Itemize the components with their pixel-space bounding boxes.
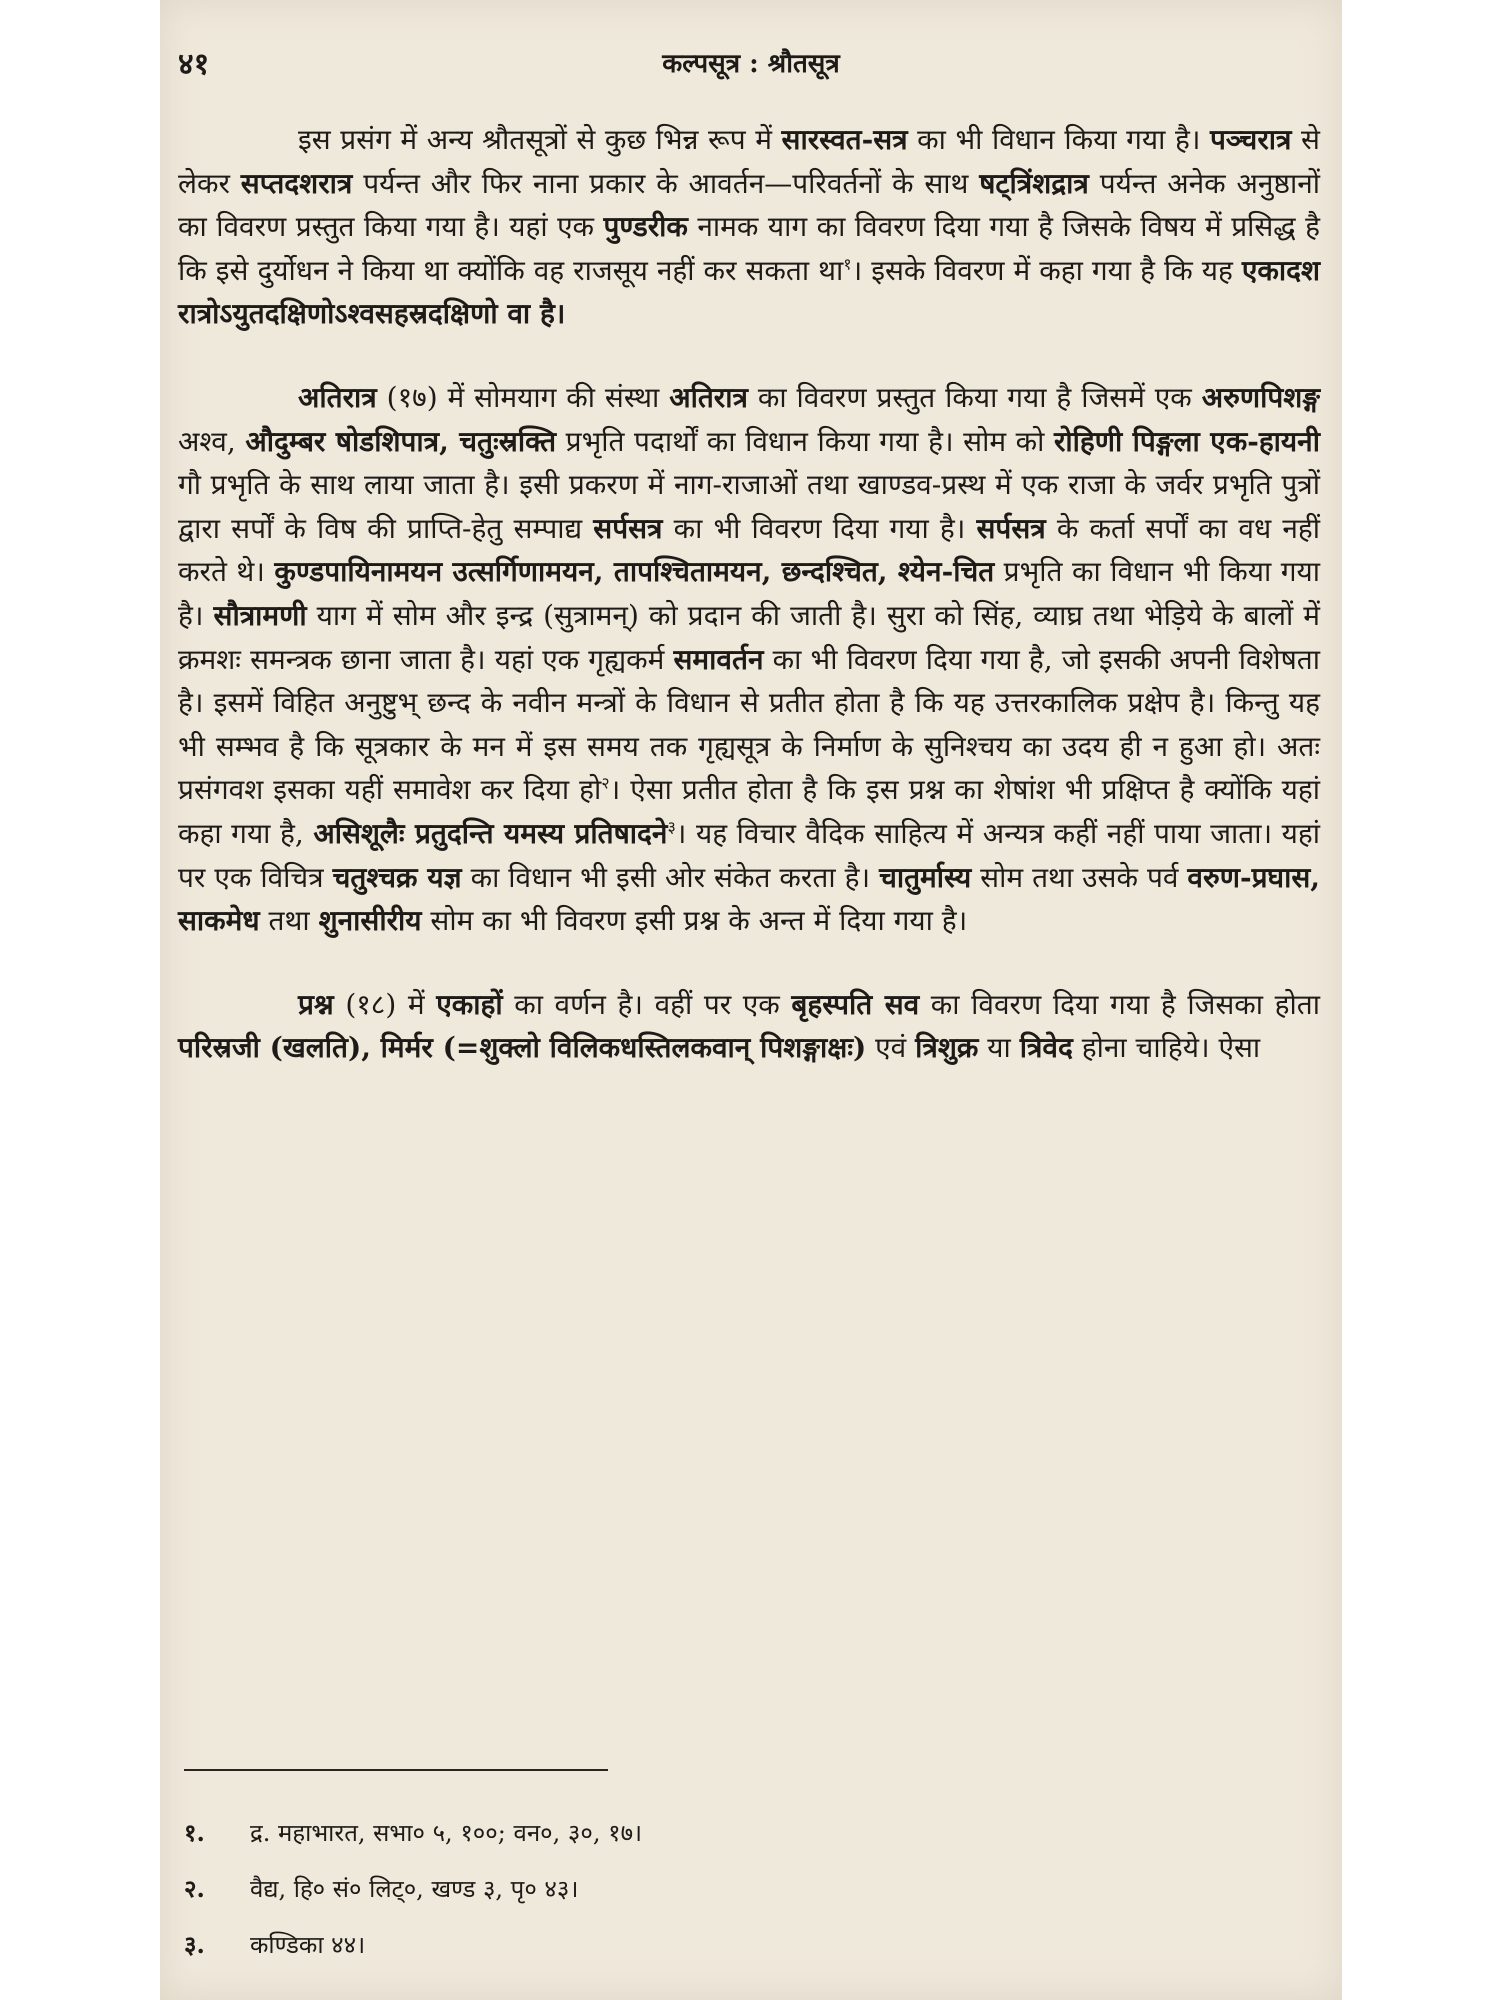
bold-term: औदुम्बर षोडशिपात्र, चतुःस्रक्ति [245, 424, 557, 458]
bold-term: षट्त्रिंशद्रात्र [979, 166, 1089, 200]
text-run: । यह विचार वैदिक साहित्य में अन्यत्र कहीं नहीं पाया जाता। यहां पर एक विचित्र [178, 816, 1320, 894]
paragraph [178, 983, 1320, 1070]
footnotes [184, 1805, 1312, 1973]
bold-term: वरुण-प्रघास, साकमेध [178, 860, 1320, 938]
bold-term: अतिरात्र [298, 380, 377, 414]
text-run: । इसके विवरण में कहा गया है कि यह [851, 253, 1242, 287]
text-run: प्रभृति पदार्थों का विधान किया गया है। सोम को [556, 424, 1054, 458]
text-run: तथा [259, 904, 319, 938]
bold-term: चतुश्चक्र यज्ञ [332, 860, 462, 894]
text-run: (१७) में सोमयाग की संस्था [376, 380, 670, 414]
bold-term: बृहस्पति सव [791, 987, 920, 1021]
text-run: के कर्ता सर्पों का वध नहीं करते थे। [178, 511, 1320, 589]
footnote-number: २. [184, 1874, 205, 1903]
bold-term: त्रिवेद [1019, 1031, 1073, 1065]
footnote-text: वैद्य, हि० सं० लिट्०, खण्ड ३, पृ० ४३। [250, 1875, 579, 1903]
bold-term: शुनासीरीय [318, 904, 422, 938]
bold-term: कुण्डपायिनामयन उत्सर्गिणामयन, तापश्चितामयन, छन्दश्चित, श्येन-चित [274, 555, 995, 589]
text-run: । ऐसा प्रतीत होता है कि इस प्रश्न का शेषांश भी प्रक्षिप्त है क्योंकि यहां कहा गया है, [178, 773, 1320, 850]
bold-term: रोहिणी पिङ्गला एक-हायनी [1053, 424, 1320, 458]
bold-term: प्रश्न [298, 987, 334, 1021]
text-run: का भी विधान किया गया है। [907, 123, 1211, 156]
text-run: का भी विवरण दिया गया है, जो इसकी अपनी विशेषता है। इसमें विहित अनुष्टुभ् छन्द के नवीन मन्त्रों के विधान से प्रतीत होता है कि यह उत्तरकालिक प्रक्षेप है। किन्तु यह भी सम्भव है कि सूत्रकार के मन में इस समय तक गृह्यसूत्र के निर्माण के सुनिश्चय का उदय ही न हुआ हो। अतः प्रसंगवश इसका यहीं समावेश कर दिया हो [178, 642, 1320, 807]
bold-term: सारस्वत-सत्र [781, 123, 908, 156]
footnote-number: ३. [184, 1930, 205, 1959]
text-run: नामक याग का विवरण दिया गया है जिसके विषय में प्रसिद्ध है कि इसे दुर्योधन ने किया था क्योंकि वह राजसूय नहीं कर सकता था [178, 210, 1320, 287]
scan-margin-left [0, 0, 160, 2000]
body-text [178, 118, 1320, 1070]
text-run: इस प्रसंग में अन्य श्रौतसूत्रों से कुछ भिन्न रूप में [298, 123, 782, 156]
text-run: एवं [866, 1031, 916, 1065]
text-run: का विवरण प्रस्तुत किया गया है जिसमें एक [747, 380, 1202, 414]
paragraph [178, 376, 1320, 943]
text-run: का वर्णन है। वहीं पर एक [502, 987, 792, 1021]
text-run: का विधान भी इसी ओर संकेत करता है। [461, 860, 880, 894]
footnote-marker: २ [601, 773, 610, 793]
text-run: सोम तथा उसके पर्व [971, 860, 1188, 894]
footnote [184, 1861, 1312, 1917]
bold-term: अतिरात्र [669, 380, 748, 414]
footnote [184, 1805, 1312, 1861]
bold-term: एकादश रात्रोऽयुतदक्षिणोऽश्वसहस्रदक्षिणो वा है। [178, 253, 1320, 331]
bold-term: एकाहों [436, 987, 503, 1021]
bold-term: असिशूलैः प्रतुदन्ति यमस्य प्रतिषादने [313, 816, 668, 850]
page-number: ४१ [178, 47, 210, 82]
bold-term: त्रिशुक्र [915, 1031, 979, 1065]
bold-term: अरुणपिशङ्ग [1201, 380, 1320, 414]
text-run: अश्व, [178, 424, 246, 458]
text-run: पर्यन्त और फिर नाना प्रकार के आवर्तन—परिवर्तनों के साथ [352, 166, 980, 200]
text-run: या [978, 1031, 1020, 1065]
text-run: होना चाहिये। ऐसा [1072, 1031, 1261, 1065]
footnote-divider [184, 1769, 608, 1771]
text-run: का भी विवरण दिया गया है। [662, 511, 977, 545]
book-page [160, 0, 1342, 2000]
text-run: का विवरण दिया गया है जिसका होता [919, 987, 1320, 1021]
text-run: गौ प्रभृति के साथ लाया जाता है। इसी प्रकरण में नाग-राजाओं तथा खाण्डव-प्रस्थ में एक राजा के जर्वर प्रभृति पुत्रों द्वारा सर्पों के विष की प्राप्ति-हेतु सम्पाद्य [178, 468, 1320, 545]
footnote-marker: ३ [667, 817, 676, 837]
text-run: प्रभृति का विधान भी किया गया है। [178, 555, 1320, 632]
footnote [184, 1917, 1312, 1973]
bold-term: परिस्रजी (खलति), मिर्मर (=शुक्लो विलिकधस्तिलकवान् पिशङ्गाक्षः) [178, 1031, 867, 1065]
footnote-marker: १ [843, 254, 852, 274]
text-run: याग में सोम और इन्द्र (सुत्रामन्) को प्रदान की जाती है। सुरा को सिंह, व्याघ्र तथा भेड़िये के बालों में क्रमशः समन्त्रक छाना जाता है। यहां एक गृह्यकर्म [178, 598, 1320, 676]
footnote-text: कण्डिका ४४। [250, 1931, 366, 1959]
bold-term: समावर्तन [673, 642, 764, 676]
bold-term: सौत्रामणी [213, 598, 307, 632]
running-title: कल्पसूत्र : श्रौतसूत्र [662, 49, 840, 79]
text-run: (१८) में [333, 987, 437, 1021]
text-run: सोम का भी विवरण इसी प्रश्न के अन्त में दिया गया है। [421, 904, 968, 938]
bold-term: सर्पसत्र [976, 511, 1046, 545]
paragraph [178, 118, 1320, 336]
bold-term: सर्पसत्र [593, 511, 663, 545]
page-header [178, 42, 1324, 82]
scan-margin-right [1342, 0, 1500, 2000]
footnote-text: द्र. महाभारत, सभा० ५, १००; वन०, ३०, १७। [250, 1819, 643, 1847]
bold-term: पञ्चरात्र [1210, 123, 1292, 156]
text-run: पर्यन्त अनेक अनुष्ठानों का विवरण प्रस्तुत किया गया है। यहां एक [178, 166, 1320, 244]
footnote-number: १. [184, 1818, 205, 1847]
bold-term: पुण्डरीक [603, 210, 688, 244]
bold-term: सप्तदशरात्र [240, 166, 353, 200]
bold-term: चातुर्मास्य [879, 860, 972, 894]
text-run: से लेकर [178, 123, 1320, 200]
